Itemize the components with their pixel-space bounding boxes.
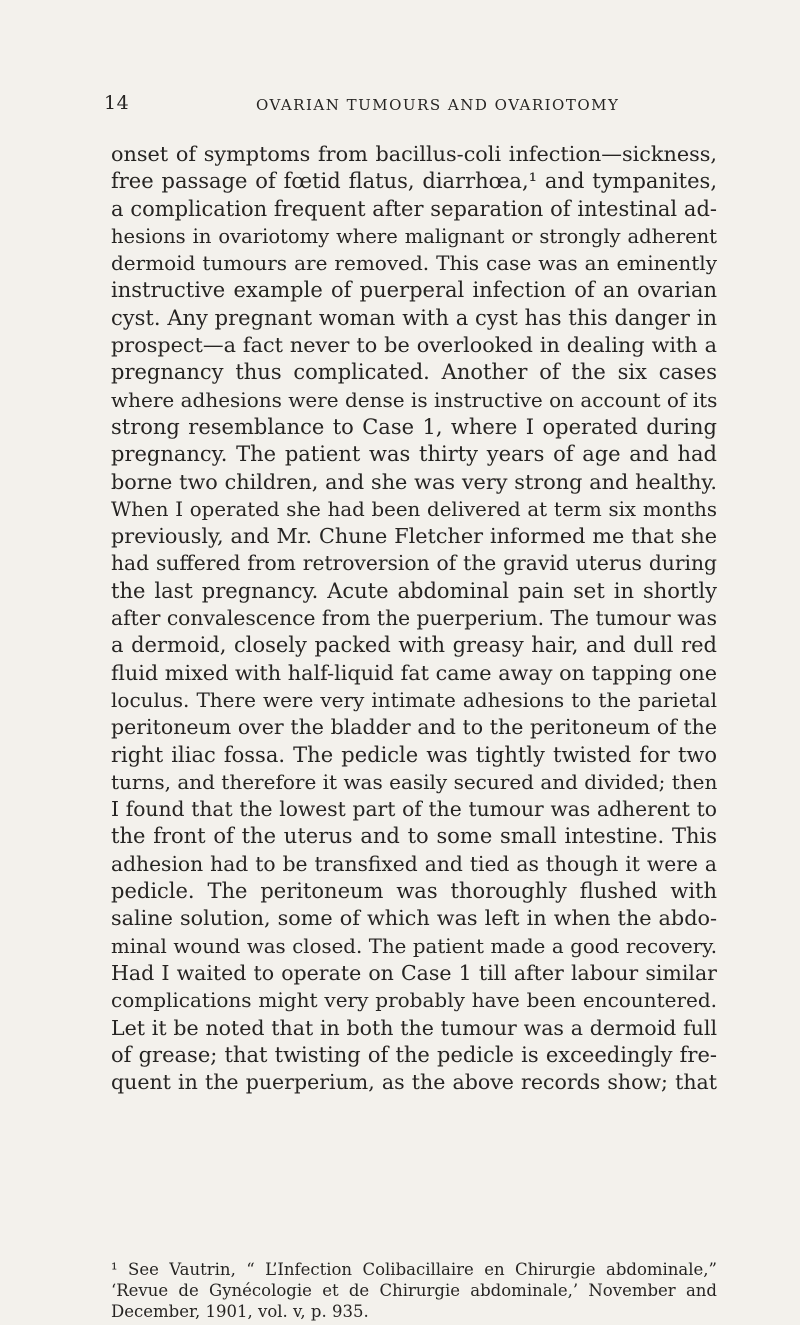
page-number: 14 — [104, 92, 130, 114]
text-line: turns, and therefore it was easily secured and divided; then — [111, 769, 718, 794]
text-line: had suffered from retroversion of the gravid uterus during — [111, 551, 717, 576]
footnote — [111, 1259, 717, 1322]
text-line: the last pregnancy. Acute abdominal pain set in shortly — [111, 578, 717, 603]
footnote-line: ¹ See Vautrin, “ L’Infection Colibacillaire en Chirurgie abdominale,” — [111, 1260, 717, 1279]
text-line: peritoneum over the bladder and to the peritoneum of the — [111, 715, 717, 740]
text-line: pedicle. The peritoneum was thoroughly flushed with — [111, 879, 717, 904]
text-line: prospect—a fact never to be overlooked in dealing with a — [111, 333, 717, 358]
text-line: When I operated she had been delivered at term six months — [111, 497, 717, 521]
text-line: of grease; that twisting of the pedicle is exceedingly fre- — [111, 1042, 717, 1067]
text-line: after convalescence from the puerperium. The tumour was — [111, 606, 717, 631]
text-line: a dermoid, closely packed with greasy hair, and dull red — [111, 633, 717, 658]
text-line: I found that the lowest part of the tumour was adherent to — [111, 797, 717, 822]
text-line: the front of the uterus and to some small intestine. This — [111, 824, 717, 849]
text-line: cyst. Any pregnant woman with a cyst has this danger in — [111, 305, 717, 330]
text-line: Had I waited to operate on Case 1 till after labour similar — [111, 960, 717, 985]
text-line: previously, and Mr. Chune Fletcher informed me that she — [111, 524, 717, 549]
text-line: minal wound was closed. The patient made a good recovery. — [111, 934, 717, 958]
text-line: right iliac fossa. The pedicle was tightly twisted for two — [111, 742, 717, 767]
text-line: adhesion had to be transfixed and tied as though it were a — [111, 851, 717, 876]
text-line: onset of symptoms from bacillus-coli infection—sickness, — [111, 142, 717, 166]
footnote-line: ‘Revue de Gynécologie et de Chirurgie abdominale,’ November and — [111, 1281, 717, 1300]
text-line: loculus. There were very intimate adhesions to the parietal — [111, 687, 717, 712]
text-line: complications might very probably have been encountered. — [111, 988, 717, 1013]
footnote-line: December, 1901, vol. v, p. 935. — [111, 1302, 369, 1321]
text-line: instructive example of puerperal infection of an ovarian — [111, 278, 717, 303]
text-line: dermoid tumours are removed. This case was an eminently — [111, 251, 717, 276]
page-header — [104, 92, 710, 122]
text-line: quent in the puerperium, as the above records show; that — [111, 1070, 717, 1095]
text-line: hesions in ovariotomy where malignant or strongly adherent — [111, 224, 717, 248]
text-line: where adhesions were dense is instructive on account of its — [111, 387, 718, 412]
text-line: a complication frequent after separation of intestinal ad- — [111, 196, 717, 221]
text-line: Let it be noted that in both the tumour was a dermoid full — [111, 1015, 717, 1040]
text-line: saline solution, some of which was left in when the abdo- — [111, 906, 717, 931]
text-line: strong resemblance to Case 1, where I operated during — [111, 414, 717, 439]
text-line: borne two children, and she was very strong and healthy. — [111, 469, 717, 494]
body-text — [111, 141, 717, 1096]
text-line: fluid mixed with half-liquid fat came away on tapping one — [111, 660, 717, 685]
text-line: pregnancy. The patient was thirty years of age and had — [111, 442, 717, 467]
running-head: OVARIAN TUMOURS AND OVARIOTOMY — [256, 96, 620, 114]
text-line: free passage of fœtid flatus, diarrhœa,¹ and tympanites, — [111, 169, 717, 194]
text-line: pregnancy thus complicated. Another of the six cases — [111, 360, 717, 385]
